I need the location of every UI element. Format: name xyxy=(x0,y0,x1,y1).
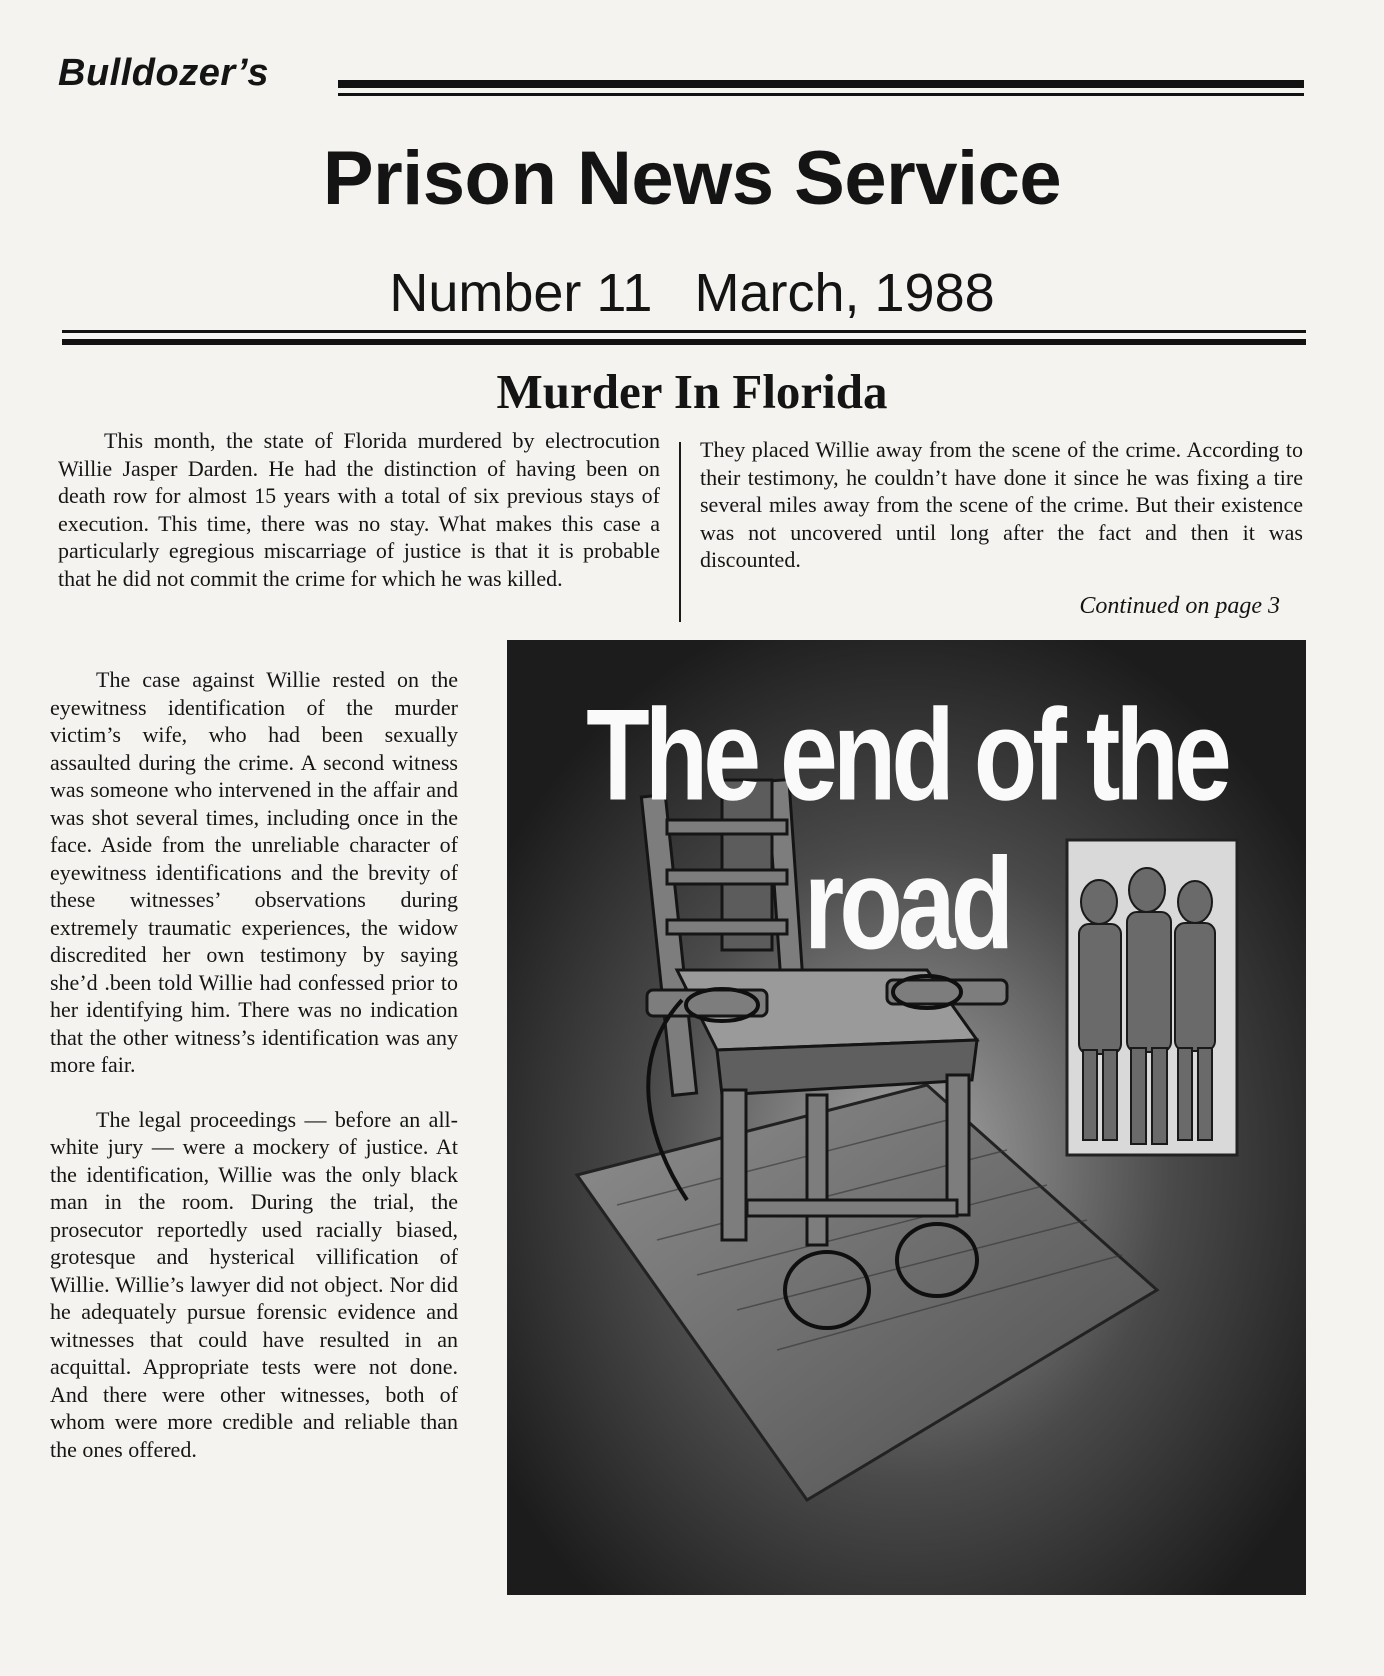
publication-kicker: Bulldozer’s xyxy=(58,52,270,94)
issue-line xyxy=(0,262,1384,324)
masthead-rule xyxy=(62,330,1306,354)
issue-number: Number 11 xyxy=(389,263,653,323)
article-column-2 xyxy=(700,436,1303,574)
article-paragraph: The case against Willie rested on the eyewitness identification of the murder victim’s wife, who had been sexually assaulted during the crime. A second witness was someone who intervened in the affair and was shot several times, including once in the face. Aside from the unreliable character of eyewitness identifications and the brevity of these witnesses’ observations during extremely traumatic experiences, the widow discredited her own testimony by saying she’d .been told Willie had confessed prior to her identifying him. There was no indication that the other witness’s identification was any more fair. xyxy=(50,667,458,1077)
article-paragraph: This month, the state of Florida murdered by electrocution Willie Jasper Darden. He had the distinction of having been on death row for almost 15 years with a total of six previous stays of execution. This time, there was no stay. What makes this case a particularly egregious miscarriage of justice is that it is probable that he did not commit the crime for which he was killed. xyxy=(58,428,660,591)
kicker-rule xyxy=(338,80,1304,100)
continued-note: Continued on page 3 xyxy=(1079,593,1280,619)
column-divider xyxy=(679,442,681,622)
article-paragraph: They placed Willie away from the scene of the crime. According to their testimony, he couldn’t have done it since he was fixing a tire several miles away from the scene of the crime. But their existence was not uncovered until long after the fact and then it was discounted. xyxy=(700,437,1303,572)
electric-chair-illustration xyxy=(507,640,1306,1595)
article-headline: Murder In Florida xyxy=(496,364,888,419)
illustration-title: The end of the road xyxy=(586,683,1227,977)
publication-title: Prison News Service xyxy=(322,136,1062,221)
article-column-1 xyxy=(58,427,660,592)
issue-date: March, 1988 xyxy=(694,263,995,323)
article-paragraph: The legal proceedings — before an all-white jury — were a mockery of justice. At the identification, Willie was the only black man in the room. During the trial, the prosecutor reportedly used racially biased, grotesque and hysterical villification of Willie. Willie’s lawyer did not object. Nor did he adequately pursue forensic evidence and witnesses that could have resulted in an acquittal. Appropriate tests were not done. And there were other witnesses, both of whom were more credible and reliable than the ones offered. xyxy=(50,1106,458,1462)
article-column-3 xyxy=(50,666,458,1490)
